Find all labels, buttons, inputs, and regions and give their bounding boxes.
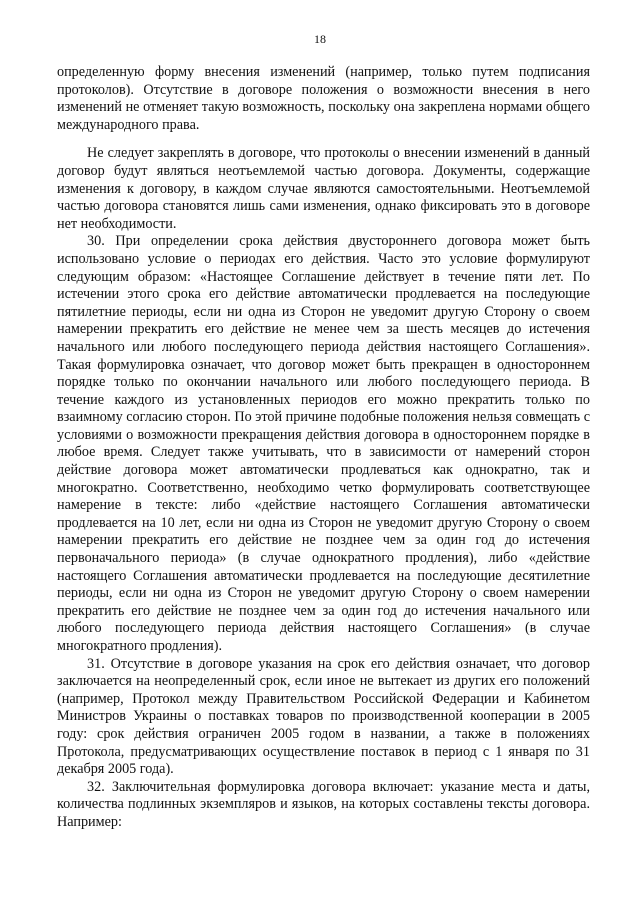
document-body: [57, 64, 590, 832]
paragraph-protocols: Не следует закреплять в договоре, что протоколы о внесении изменений в данный договор будут являться неотъемлемой частью договора. Документы, содержащие изменения к договору, в каждом случае являются самостоятельными. Неотъемлемой частью договора становятся лишь сами изменения, однако фиксировать это в договоре нет необходимости.: [57, 145, 590, 232]
paragraph-32-final-clause: 32. Заключительная формулировка договора включает: указание места и даты, количества подлинных экземпляров и языков, на которых составлены тексты договора. Например:: [57, 778, 590, 830]
page-number: 18: [314, 32, 326, 46]
paragraph-amendment-form: определенную форму внесения изменений (например, только путем подписания протоколов). Отсутствие в договоре положения о возможности внесения в него изменений не отменяет такую возможность, поскольку она закреплена нормами общего международного права.: [57, 64, 590, 133]
paragraph-30-term-periods: 30. При определении срока действия двустороннего договора может быть использовано условие о периодах его действия. Часто это условие формулируют следующим образом: «Настоящее Соглашение действует в течение пяти лет. По истечении этого срока его действие автоматически продлевается на последующие пятилетние периоды, если ни одна из Сторон не уведомит другую Сторону о своем намерении прекратить его действие не менее чем за шесть месяцев до истечения начального или любого последующего периода действия настоящего Соглашения». Такая формулировка означает, что договор может быть прекращен в одностороннем порядке только по окончании начального или любого последующего периода. В течение каждого из установленных периодов его можно прекратить только по взаимному согласию сторон. По этой причине подобные положения нельзя совмещать с условиями о возможности прекращения действия договора в одностороннем порядке в любое время. Следует также учитывать, что в зависимости от намерений сторон действие договора может автоматически продлеваться как однократно, так и многократно. Соответственно, необходимо четко формулировать соответствующее намерение в тексте: либо «действие настоящего Соглашения автоматически продлевается на 10 лет, если ни одна из Сторон не уведомит другую Сторону о своем намерении прекратить его действие не позднее чем за один год до истечения первоначального периода» (в случае однократного продления), либо «действие настоящего Соглашения автоматически продлевается на последующие десятилетние периоды, если ни одна из Сторон не уведомит другую Сторону о своем намерении прекратить его действие не позднее чем за один год до истечения начального или любого последующего периода действия настоящего Соглашения» (в случае многократного продления).: [57, 233, 590, 654]
paragraph-31-indefinite-term: 31. Отсутствие в договоре указания на срок его действия означает, что договор заключается на неопределенный срок, если иное не вытекает из других его положений (например, Протокол между Правительством Российской Федерации и Кабинетом Министров Украины о поставках товаров по производственной кооперации в 2005 году: срок действия ограничен 2005 годом в названии, а также в положениях Протокола, предусматривающих осуществление поставок в период с 1 января по 31 декабря 2005 года).: [57, 655, 590, 778]
